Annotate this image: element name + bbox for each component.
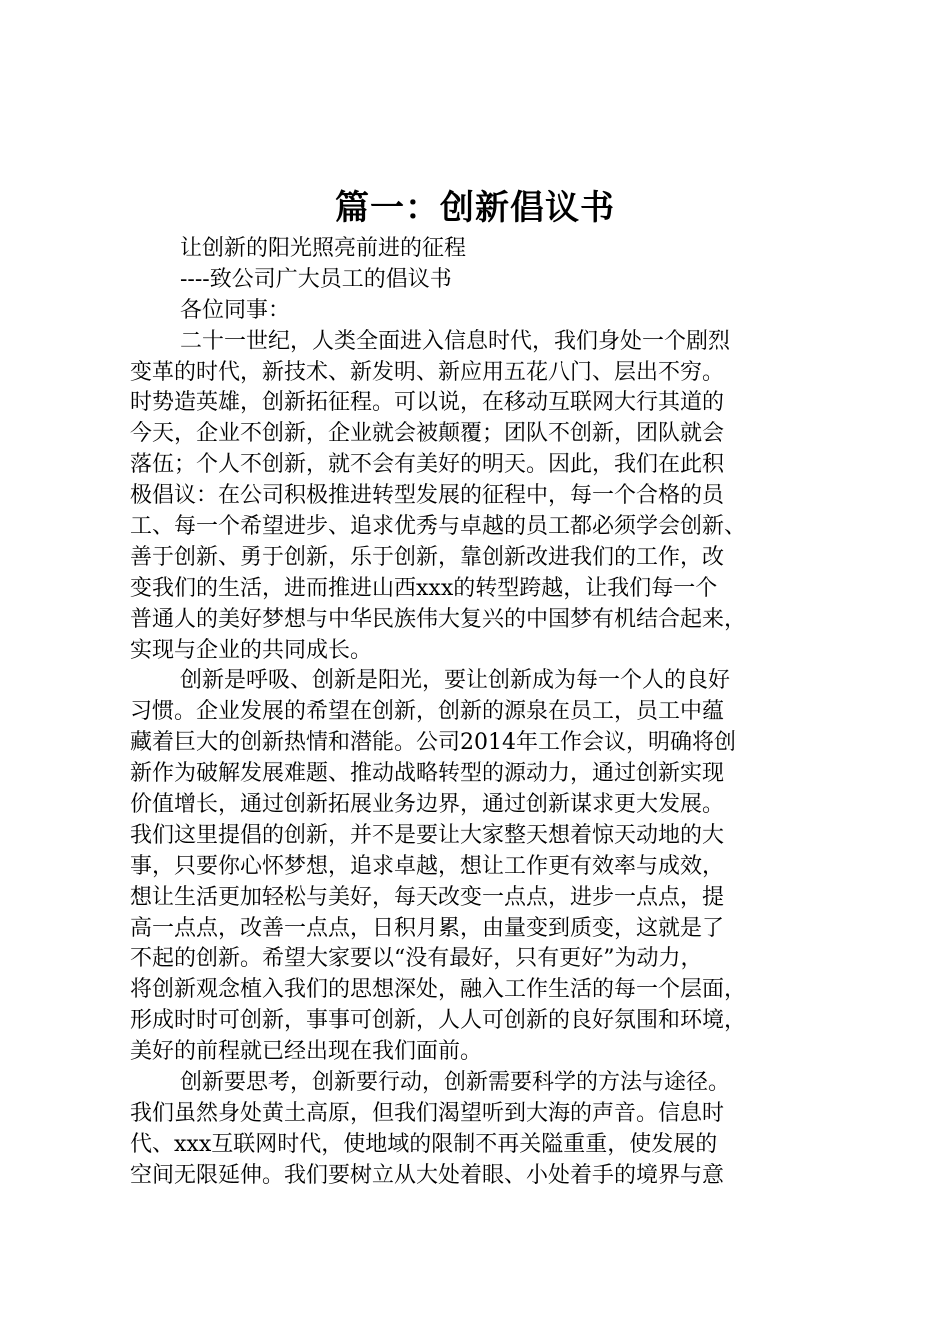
paragraph-line: 我们这里提倡的创新，并不是要让大家整天想着惊天动地的大 (130, 822, 725, 848)
paragraph-line: 价值增长，通过创新拓展业务边界，通过创新谋求更大发展。 (130, 792, 725, 818)
subtitle-line: 让创新的阳光照亮前进的征程 (180, 236, 467, 261)
paragraph-line: 变我们的生活，进而推进山西xxx的转型跨越，让我们每一个 (130, 575, 718, 601)
paragraph-line: 善于创新、勇于创新，乐于创新，靠创新改进我们的工作，改 (130, 544, 725, 570)
document-title: 篇一：创新倡议书 (335, 188, 615, 228)
paragraph-line: 创新要思考，创新要行动，创新需要科学的方法与途径。 (180, 1070, 731, 1096)
document-body (130, 234, 842, 1192)
paragraph-line: 时势造英雄，创新拓征程。可以说，在移动互联网大行其道的 (130, 390, 725, 416)
paragraph-3 (130, 1068, 842, 1192)
paragraph-line: 我们虽然身处黄土高原，但我们渴望听到大海的声音。信息时 (130, 1100, 725, 1126)
paragraph-line: 习惯。企业发展的希望在创新，创新的源泉在员工，员工中蕴 (130, 699, 725, 725)
paragraph-line: 将创新观念植入我们的思想深处，融入工作生活的每一个层面， (130, 977, 747, 1003)
paragraph-line: 形成时时可创新，事事可创新，人人可创新的良好氛围和环境， (130, 1008, 747, 1034)
paragraph-line: 极倡议：在公司积极推进转型发展的征程中，每一个合格的员 (130, 483, 725, 509)
paragraph-line: 创新是呼吸、创新是阳光，要让创新成为每一个人的良好 (180, 668, 731, 694)
paragraph-line: 实现与企业的共同成长。 (130, 637, 373, 663)
paragraph-2 (130, 666, 842, 1068)
paragraph-line: 美好的前程就已经出现在我们面前。 (130, 1039, 483, 1065)
paragraph-line: 藏着巨大的创新热情和潜能。公司2014年工作会议，明确将创 (130, 730, 736, 756)
paragraph-line: 今天，企业不创新，企业就会被颠覆；团队不创新，团队就会 (130, 421, 725, 447)
paragraph-line: 变革的时代，新技术、新发明、新应用五花八门、层出不穷。 (130, 359, 725, 385)
paragraph-line: 想让生活更加轻松与美好，每天改变一点点，进步一点点，提 (130, 884, 725, 910)
paragraph-line: 不起的创新。希望大家要以“没有最好，只有更好”为动力， (130, 946, 703, 972)
paragraph-line: 普通人的美好梦想与中华民族伟大复兴的中国梦有机结合起来， (130, 606, 747, 632)
paragraph-line: 二十一世纪，人类全面进入信息时代，我们身处一个剧烈 (180, 328, 731, 354)
paragraph-line: 落伍；个人不创新，就不会有美好的明天。因此，我们在此积 (130, 452, 725, 478)
paragraph-line: 高一点点，改善一点点，日积月累，由量变到质变，这就是了 (130, 915, 725, 941)
paragraph-line: 工、每一个希望进步、追求优秀与卓越的员工都必须学会创新、 (130, 514, 747, 540)
paragraph-line: 代、xxx互联网时代，使地域的限制不再关隘重重，使发展的 (130, 1131, 718, 1157)
subtitle-line: ----致公司广大员工的倡议书 (180, 266, 452, 292)
paragraph-line: 空间无限延伸。我们要树立从大处着眼、小处着手的境界与意 (130, 1162, 725, 1188)
paragraph-line: 新作为破解发展难题、推动战略转型的源动力，通过创新实现 (130, 761, 725, 787)
paragraph-1 (130, 327, 842, 667)
paragraph-line: 事，只要你心怀梦想，追求卓越，想让工作更有效率与成效， (130, 853, 725, 879)
salutation-line: 各位同事： (180, 297, 291, 323)
